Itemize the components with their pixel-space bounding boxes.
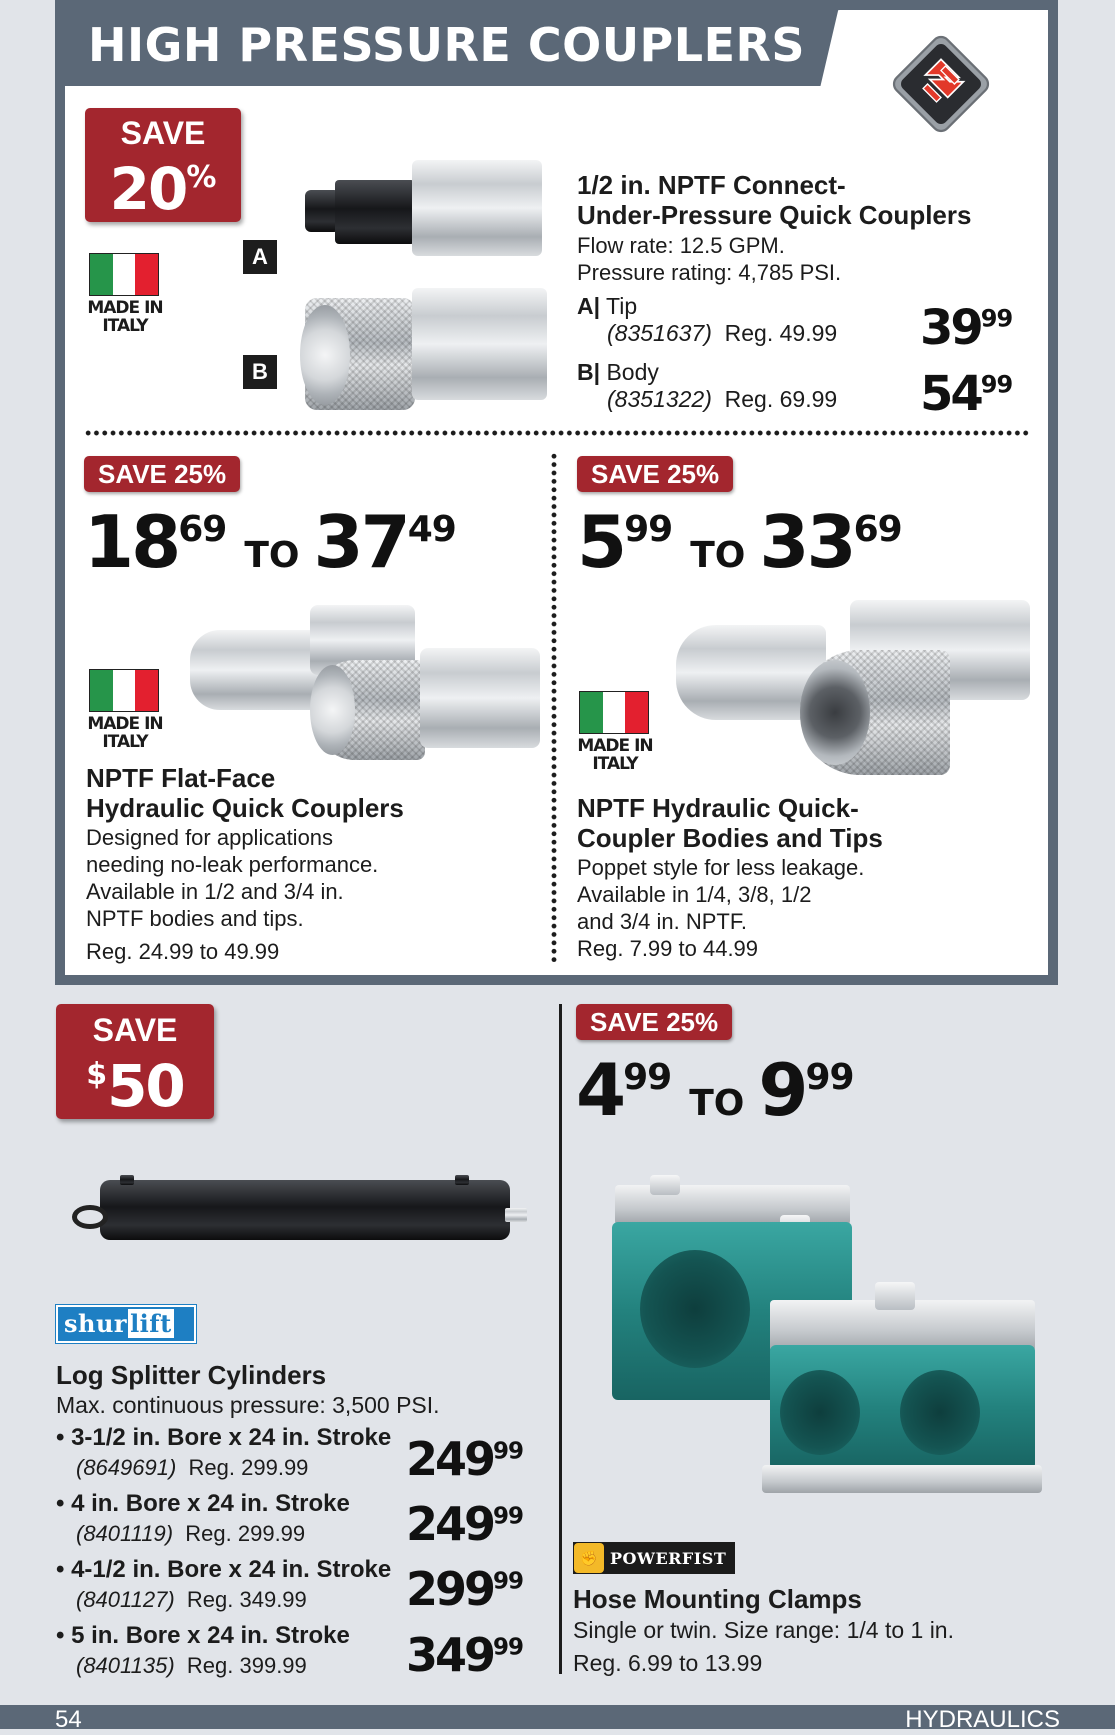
- cylinder-reg-price: Reg. 349.99: [186, 1587, 307, 1612]
- cylinder-size: • 5 in. Bore x 24 in. Stroke: [56, 1622, 350, 1649]
- page-title: HIGH PRESSURE COUPLERS: [88, 18, 806, 72]
- cylinder-size: • 3-1/2 in. Bore x 24 in. Stroke: [56, 1424, 392, 1451]
- flat-face-reg-price: Reg. 24.99 to 49.99: [86, 939, 280, 964]
- page-footer: [0, 1705, 1115, 1733]
- item-a-name: Tip: [606, 293, 638, 319]
- flat-face-description: Designed for applications needing no-leak performance. Available in 1/2 and 3/4 in. NPTF bodies and tips.: [86, 825, 379, 931]
- save-20-percent-badge: [85, 108, 241, 222]
- item-b-sku: (8351322): [607, 386, 712, 412]
- log-splitter-title: Log Splitter Cylinders: [56, 1360, 327, 1390]
- save-50-dollar-badge: [56, 1004, 214, 1119]
- featured-specs: [577, 232, 841, 286]
- badge-save-text: SAVE: [92, 1012, 178, 1048]
- label-a-tag: A: [243, 240, 277, 274]
- cylinder-sku: (8401119): [76, 1521, 174, 1546]
- badge-dollar-value: 50: [107, 1052, 184, 1120]
- item-a-letter: A|: [577, 293, 601, 319]
- cylinder-sku: (8401135): [76, 1653, 175, 1678]
- item-a-row: [577, 293, 837, 347]
- cylinder-sku: (8401127): [76, 1587, 175, 1612]
- pressure-rating-spec: Pressure rating: 4,785 PSI.: [577, 260, 842, 285]
- section-name: HYDRAULICS: [905, 1706, 1060, 1733]
- badge-percent-value: 20: [109, 155, 187, 223]
- item-b-sale-price: $54^{99}$: [920, 366, 1013, 422]
- hose-clamps-spec: Single or twin. Size range: 1/4 to 1 in.: [573, 1617, 954, 1643]
- item-b-row: [577, 359, 837, 413]
- item-b-letter: B|: [577, 359, 601, 385]
- cylinder-price-2: $249^{99}$: [406, 1497, 524, 1551]
- s-diamond-logo-icon: [885, 28, 997, 140]
- italy-flag-icon: [89, 669, 159, 712]
- cylinder-size: • 4 in. Bore x 24 in. Stroke: [56, 1490, 350, 1517]
- item-a-reg-price: Reg. 49.99: [724, 320, 838, 346]
- cylinder-reg-price: Reg. 299.99: [185, 1521, 306, 1546]
- flat-face-save-badge: SAVE 25%: [84, 456, 240, 492]
- quick-coupler-reg-price: Reg. 7.99 to 44.99: [577, 936, 759, 961]
- cylinder-price-1: $249^{99}$: [406, 1432, 524, 1486]
- badge-amount: [85, 149, 241, 223]
- dotted-divider-vertical: [551, 452, 557, 962]
- badge-amount: [56, 1046, 214, 1120]
- quick-coupler-save-badge: SAVE 25%: [577, 456, 733, 492]
- cylinder-sku: (8649691): [76, 1455, 177, 1480]
- flat-face-title: NPTF Flat-Face Hydraulic Quick Couplers: [86, 763, 404, 823]
- item-a-sku: (8351637): [607, 320, 712, 346]
- page-number: 54: [55, 1706, 82, 1733]
- shurlift-brand-logo: shur lift: [56, 1305, 196, 1343]
- hose-clamps-reg-price: Reg. 6.99 to 13.99: [573, 1650, 763, 1676]
- quick-coupler-made-in-italy: [579, 691, 655, 773]
- cylinder-reg-price: Reg. 399.99: [186, 1653, 307, 1678]
- fist-icon: ✊: [574, 1543, 604, 1573]
- cylinder-price-3: $299^{99}$: [406, 1562, 524, 1616]
- clamps-price-range: $4^{99}TO$ $9^{99}$: [576, 1048, 854, 1132]
- item-b-name: Body: [606, 359, 659, 385]
- log-splitter-spec: Max. continuous pressure: 3,500 PSI.: [56, 1392, 440, 1418]
- made-in-italy-flag: [89, 253, 165, 335]
- flat-face-price-range: $18^{69}TO$ $37^{49}$: [84, 500, 456, 584]
- badge-dollar-sign: $: [86, 1057, 108, 1092]
- label-b-tag: B: [243, 355, 277, 389]
- flat-face-made-in-italy: [89, 669, 165, 751]
- quick-coupler-description: Poppet style for less leakage. Available in 1/4, 3/8, 1/2 and 3/4 in. NPTF. Reg. 7.99 to 44.99: [577, 855, 865, 961]
- badge-save-text: SAVE: [120, 115, 206, 151]
- cylinder-reg-price: Reg. 299.99: [188, 1455, 309, 1480]
- cylinder-size: • 4-1/2 in. Bore x 24 in. Stroke: [56, 1556, 392, 1583]
- made-in-label: MADE IN ITALY: [87, 298, 163, 336]
- section-divider: [559, 1004, 562, 1674]
- italy-flag-icon: [579, 691, 649, 734]
- cylinder-price-4: $349^{99}$: [406, 1628, 524, 1682]
- dotted-divider-horizontal: [84, 430, 1030, 436]
- powerfist-brand-logo: ✊ POWERFIST: [573, 1542, 735, 1574]
- item-b-reg-price: Reg. 69.99: [724, 386, 838, 412]
- quick-coupler-title: NPTF Hydraulic Quick- Coupler Bodies and Tips: [577, 793, 883, 853]
- made-in-label: MADE IN ITALY: [577, 736, 653, 774]
- clamps-save-badge: SAVE 25%: [576, 1004, 732, 1040]
- flow-rate-spec: Flow rate: 12.5 GPM.: [577, 233, 785, 258]
- quick-coupler-price-range: $5^{99}TO$ $33^{69}$: [577, 500, 902, 584]
- made-in-label: MADE IN ITALY: [87, 714, 163, 752]
- item-a-sale-price: $39^{99}$: [920, 300, 1013, 356]
- badge-percent-sign: %: [186, 160, 217, 195]
- italy-flag-icon: [89, 253, 159, 296]
- featured-product-title: 1/2 in. NPTF Connect- Under-Pressure Quick Couplers: [577, 170, 972, 230]
- hose-clamps-title: Hose Mounting Clamps: [573, 1584, 862, 1614]
